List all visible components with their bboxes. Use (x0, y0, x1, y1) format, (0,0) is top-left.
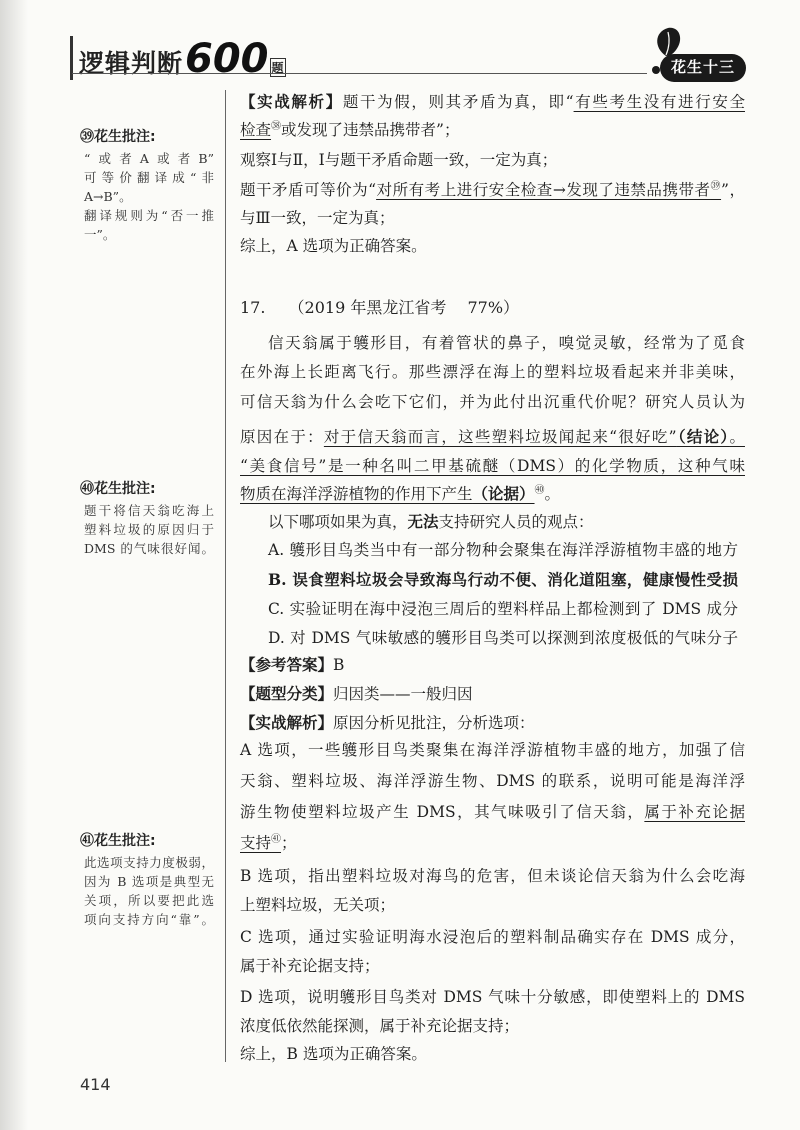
question-stem-line: 可信天翁为什么会吃下它们，并为此付出沉重代价呢？研究人员认为 (240, 393, 745, 411)
text-run: ”， (721, 181, 745, 199)
conclusion-tag: （结论） (676, 427, 730, 446)
note-41-line: 此选项支持力度极弱， (84, 855, 214, 870)
text-run: 支持 (240, 834, 272, 852)
prev-analysis-line (240, 120, 745, 142)
question-stem-line: 在外海上长距离飞行。那些漂浮在海上的塑料垃圾看起来并非美味， (240, 363, 745, 381)
note-ref-38: ㊳ (271, 121, 282, 132)
note-label-39: ㊴花生批注: (80, 129, 156, 145)
question-number: 17. (240, 298, 266, 317)
section-tag: 【实战解析】 (240, 713, 334, 732)
question-header (240, 298, 519, 318)
underlined-text (240, 834, 281, 852)
brand-name: 花生十三 (670, 58, 735, 76)
note-39-line: A→B”。 (84, 189, 132, 204)
prev-analysis-line (240, 180, 745, 202)
text-run: 支持研究人员的观点： (438, 513, 594, 531)
question-accuracy: 77%） (467, 298, 520, 317)
question-category (240, 684, 745, 706)
note-41-line: 项向支持方向“靠”。 (84, 912, 214, 927)
note-40-line: 塑料垃圾的原因归于 (84, 522, 214, 537)
answer-value: B (333, 656, 345, 674)
underlined-text (324, 428, 745, 446)
page-number: 414 (80, 1075, 111, 1094)
category-value: 归因类——一般归因 (333, 685, 473, 703)
note-39-line: 翻译规则为“否一推 (84, 208, 214, 223)
text-run: 题干矛盾可等价为“ (240, 181, 377, 199)
section-tag: 【题型分类】 (240, 684, 334, 703)
question-stem-line: 信天翁属于鹱形目，有着管状的鼻子，嗅觉灵敏，经常为了觅食 (268, 334, 745, 352)
note-label-41: ㊶花生批注: (80, 833, 156, 849)
note-39-line: 可等价翻译成“非 (84, 170, 214, 185)
analysis-line: 浓度低依然能探测，属于补充论据支持； (240, 1017, 520, 1035)
note-ref-39: ㊴ (710, 181, 722, 192)
evidence-tag: （论据） (472, 484, 535, 503)
underlined-text: 检查 (240, 121, 272, 139)
note-41-line: 因为 B 选项是典型无 (84, 874, 214, 889)
option-b: B. 误食塑料垃圾会导致海鸟行动不便、消化道阻塞，健康慢性受损 (268, 570, 738, 589)
question-source: （2019 年黑龙江省考 (288, 298, 447, 317)
option-a: A. 鹱形目鸟类当中有一部分物种会聚集在海洋浮游植物丰盛的地方 (268, 541, 738, 559)
analysis-line (240, 802, 745, 824)
note-39-line: 一”。 (84, 227, 116, 242)
text-run: ； (281, 834, 297, 852)
analysis-line: 上塑料垃圾，无关项； (240, 896, 396, 914)
prev-analysis-line: 观察Ⅰ与Ⅱ，Ⅰ与题干矛盾命题一致，一定为真； (240, 151, 558, 169)
underlined-text: 属于补充论据 (644, 803, 745, 821)
option-c: C. 实验证明在海中浸泡三周后的塑料样品上都检测到了 DMS 成分 (268, 600, 738, 618)
text-run: 。 (544, 485, 561, 503)
option-d: D. 对 DMS 气味敏感的鹱形目鸟类可以探测到浓度极低的气味分子 (268, 629, 738, 647)
analysis-line (240, 833, 745, 855)
note-41-line: 关项，所以要把此选 (84, 893, 214, 908)
section-tag: 【实战解析】 (240, 92, 343, 111)
underlined-text (240, 485, 535, 503)
note-40-line: 题干将信天翁吃海上 (84, 503, 214, 518)
note-40-line: DMS 的气味很好闻。 (84, 541, 214, 556)
question-stem-line (240, 456, 745, 478)
underlined-text: 有些考生没有进行安全 (573, 93, 745, 111)
note-39-line: “或者A或者B” (84, 151, 214, 166)
text-run: 物质在海洋浮游植物的作用下产生 (240, 485, 473, 503)
analysis-line: D 选项，说明鹱形目鸟类对 DMS 气味十分敏感，即使塑料上的 DMS (240, 988, 745, 1006)
note-label-40: ㊵花生批注: (80, 481, 156, 497)
analysis-line: A 选项，一些鹱形目鸟类聚集在海洋浮游植物丰盛的地方，加强了信 (240, 741, 745, 759)
emphasis-text: 无法 (407, 512, 439, 531)
section-tag: 【参考答案】 (240, 655, 334, 674)
book-title-number: 600 (185, 36, 269, 82)
analysis-line: 天翁、塑料垃圾、海洋浮游生物、DMS 的联系，说明可能是海洋浮 (240, 772, 745, 790)
analysis-line: B 选项，指出塑料垃圾对海鸟的危害，但未谈论信天翁为什么会吃海 (240, 867, 745, 885)
page-gutter-shadow (0, 0, 28, 1130)
margin-divider (225, 90, 226, 1062)
question-stem-line (240, 427, 745, 449)
reference-answer (240, 655, 745, 677)
text-run: 。 (729, 428, 745, 446)
text-run: 或发现了违禁品携带者”； (281, 121, 460, 139)
text-run: 题干为假，则其矛盾为真，即“ (342, 93, 574, 111)
book-title-suffix: 题 (270, 58, 286, 77)
analysis-line: C 选项，通过实验证明海水浸泡后的塑料制品确实存在 DMS 成分， (240, 928, 745, 946)
analysis-conclusion: 综上，B 选项为正确答案。 (240, 1045, 427, 1063)
note-ref-40: ㊵ (534, 485, 545, 496)
header-rule (72, 73, 647, 74)
text-run: 以下哪项如果为真， (268, 513, 408, 531)
text-run: 游生物使塑料垃圾产生 DMS，其气味吸引了信天翁， (240, 803, 645, 821)
book-title-main: 逻辑判断 (79, 49, 184, 78)
prev-analysis-line: 与Ⅲ一致，一定为真； (240, 209, 395, 227)
note-ref-41: ㊶ (271, 834, 282, 845)
analysis-intro (240, 713, 745, 735)
prev-analysis-line (240, 92, 745, 114)
analysis-line: 属于补充论据支持； (240, 957, 380, 975)
text-run: 对于信天翁而言，这些塑料垃圾闻起来“很好吃” (323, 428, 677, 446)
question-stem-line (240, 484, 745, 506)
underlined-text (376, 181, 721, 199)
question-prompt (268, 512, 745, 534)
text-run: 原因在于： (240, 428, 324, 446)
text-run: 对所有考上进行安全检查→发现了违禁品携带者 (376, 181, 711, 199)
prev-analysis-line: 综上，A 选项为正确答案。 (240, 237, 427, 255)
underlined-text: “美食信号”是一种名叫二甲基硫醚（DMS）的化学物质，这种气味 (240, 457, 745, 475)
text-run: 原因分析见批注，分析选项： (333, 714, 535, 732)
